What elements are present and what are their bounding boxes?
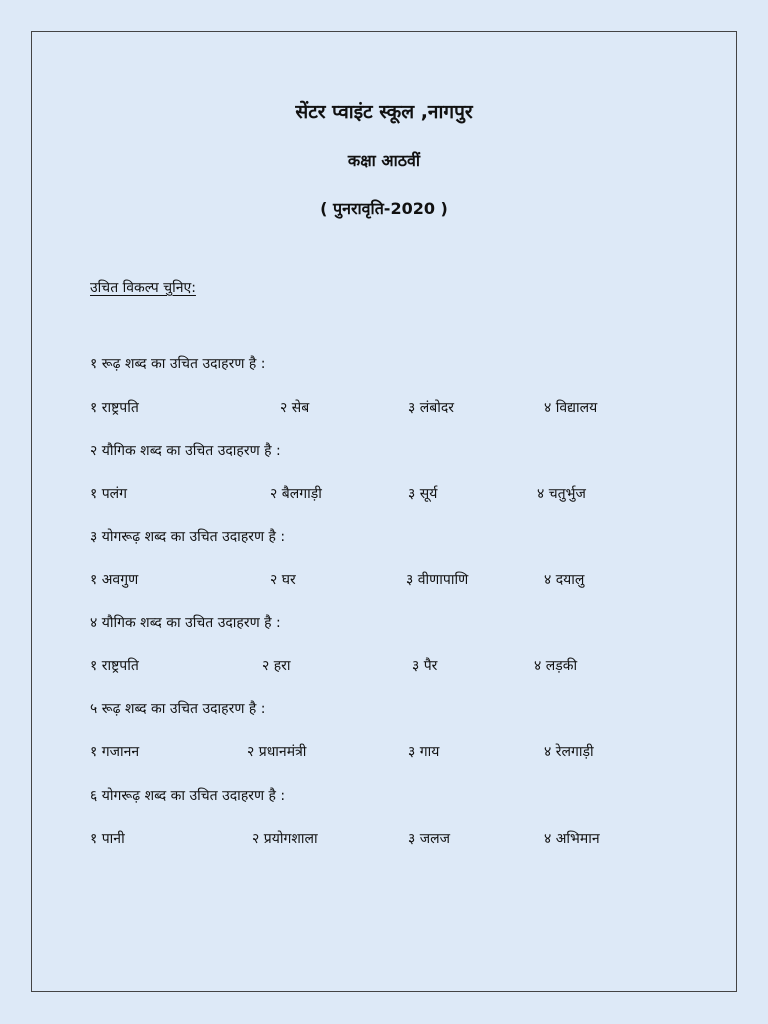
question-4-option-3: ३ पैर bbox=[412, 658, 438, 674]
question-1-option-3: ३ लंबोदर bbox=[408, 400, 455, 416]
question-2-option-3: ३ सूर्य bbox=[408, 486, 438, 502]
question-6-option-1: १ पानी bbox=[90, 831, 125, 847]
question-1-option-4: ४ विद्यालय bbox=[544, 400, 598, 416]
question-6: ६ योगरूढ़ शब्द का उचित उदाहरण है : bbox=[90, 788, 286, 804]
question-4: ४ यौगिक शब्द का उचित उदाहरण है : bbox=[90, 615, 281, 631]
question-5-option-3: ३ गाय bbox=[408, 744, 440, 760]
question-2-option-2: २ बैलगाड़ी bbox=[270, 486, 322, 502]
question-5: ५ रूढ़ शब्द का उचित उदाहरण है : bbox=[90, 701, 266, 717]
question-5-option-4: ४ रेलगाड़ी bbox=[544, 744, 594, 760]
question-1: १ रूढ़ शब्द का उचित उदाहरण है : bbox=[90, 356, 266, 372]
class-title: कक्षा आठवीं bbox=[347, 151, 421, 170]
question-2-option-1: १ पलंग bbox=[90, 486, 128, 502]
question-6-option-3: ३ जलज bbox=[408, 831, 450, 847]
question-4-option-2: २ हरा bbox=[262, 658, 291, 674]
question-4-option-1: १ राष्ट्रपति bbox=[90, 658, 139, 674]
question-1-option-2: २ सेब bbox=[280, 400, 310, 416]
question-3-option-1: १ अवगुण bbox=[90, 572, 139, 588]
worksheet-page bbox=[31, 31, 737, 992]
instruction-heading: उचित विकल्प चुनिए: bbox=[90, 280, 196, 296]
question-3: ३ योगरूढ़ शब्द का उचित उदाहरण है : bbox=[90, 529, 286, 545]
question-6-option-2: २ प्रयोगशाला bbox=[252, 831, 318, 847]
question-4-option-4: ४ लड़की bbox=[534, 658, 578, 674]
question-3-option-4: ४ दयालु bbox=[544, 572, 585, 588]
question-2-option-4: ४ चतुर्भुज bbox=[537, 486, 586, 502]
question-6-option-4: ४ अभिमान bbox=[544, 831, 600, 847]
question-5-option-2: २ प्रधानमंत्री bbox=[247, 744, 307, 760]
question-1-option-1: १ राष्ट्रपति bbox=[90, 400, 139, 416]
question-3-option-3: ३ वीणापाणि bbox=[406, 572, 469, 588]
question-5-option-1: १ गजानन bbox=[90, 744, 140, 760]
question-2: २ यौगिक शब्द का उचित उदाहरण है : bbox=[90, 443, 281, 459]
school-name: सेंटर प्वाइंट स्कूल ,नागपुर bbox=[295, 101, 473, 123]
question-3-option-2: २ घर bbox=[270, 572, 296, 588]
revision-title: ( पुनरावृति-2020 ) bbox=[320, 199, 448, 218]
